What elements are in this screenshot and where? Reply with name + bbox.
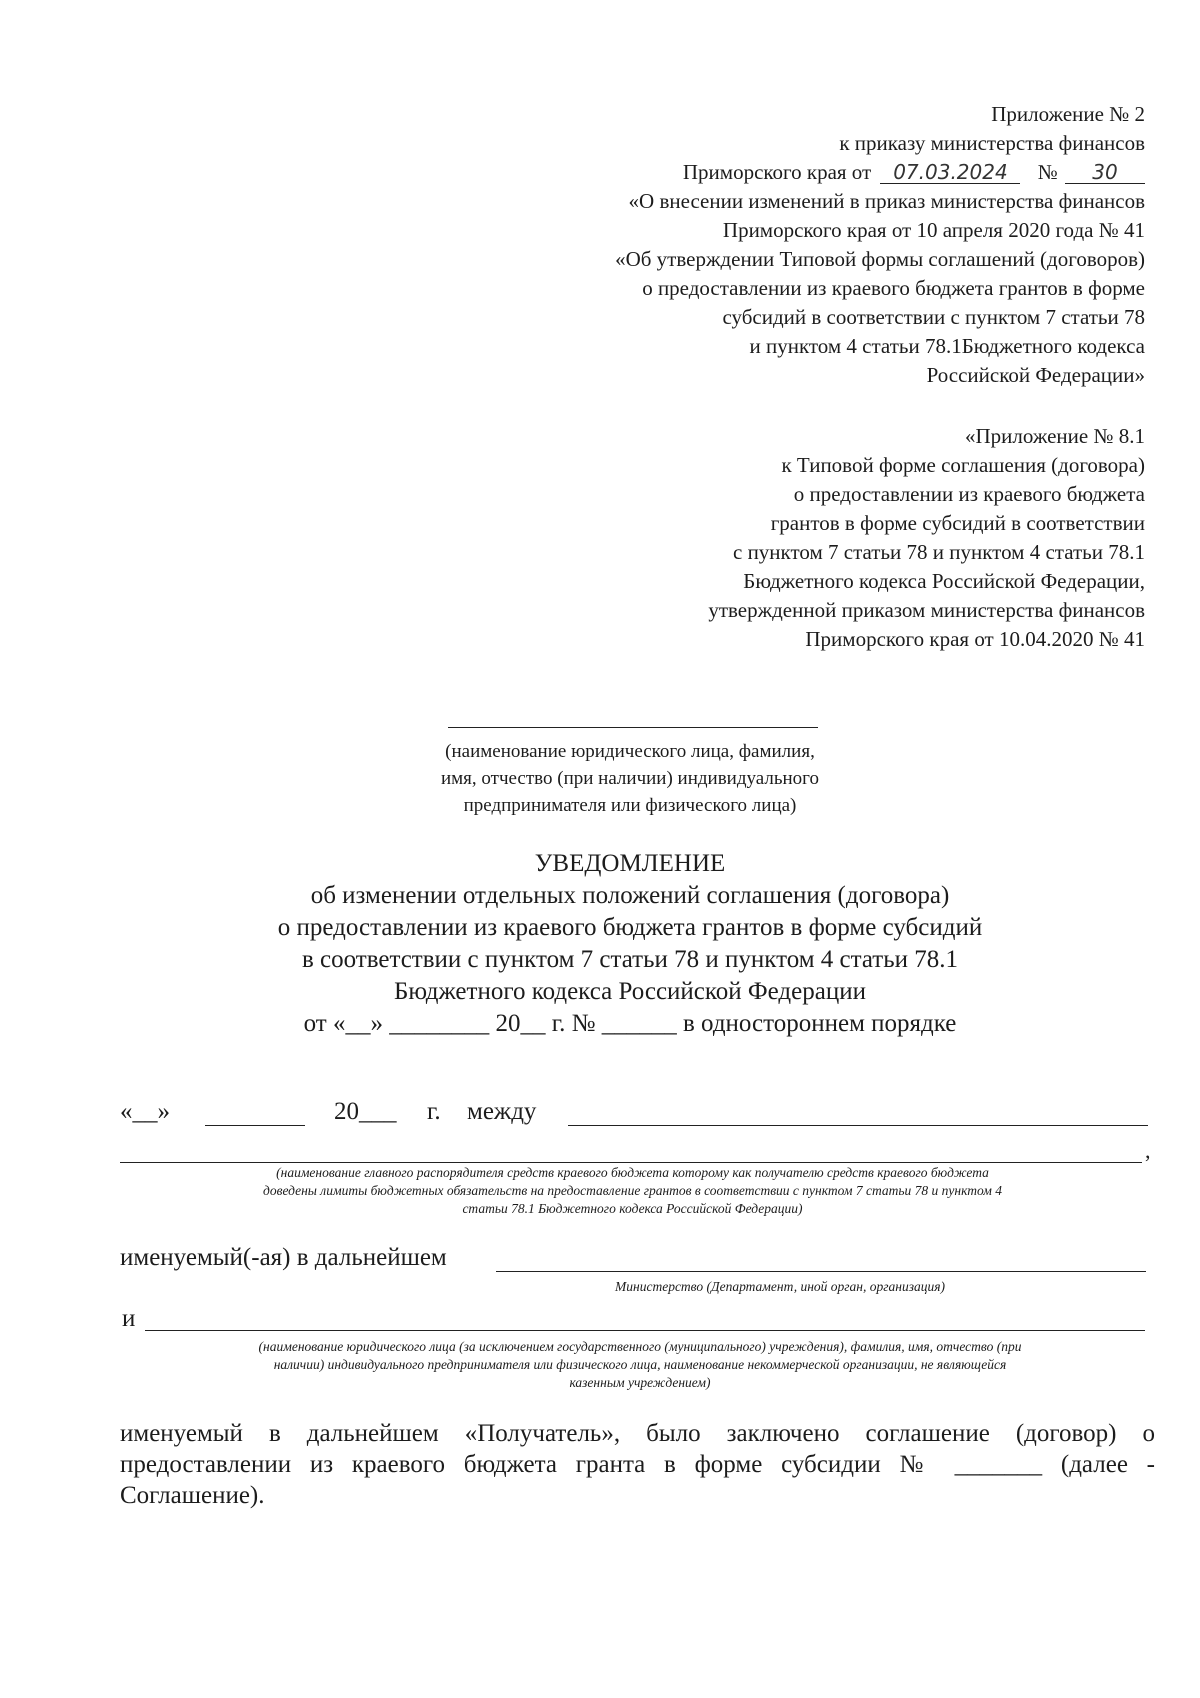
appendix-8-1-line-1: «Приложение № 8.1 [965,424,1145,448]
appendix-8-1-line-8: Приморского края от 10.04.2020 № 41 [805,627,1145,651]
recipient-blank [145,1330,1145,1331]
recipient-caption-line-2: имя, отчество (при наличии) индивидуального [440,768,820,789]
notice-title-line-5: от «__» ________ 20__ г. № ______ в одностороннем порядке [303,1010,957,1037]
ministry-caption-line-3: статьи 78.1 Бюджетного кодекса Российской Федерации) [462,1201,803,1216]
date-year: 20___ [334,1098,397,1125]
appendix-2-line-3-prefix: Приморского края от [682,160,872,184]
appendix-8-1-line-4: грантов в форме субсидий в соответствии [770,511,1145,535]
appendix-2-header [615,100,1145,390]
paragraph-line-1: именуемый в дальнейшем «Получатель», было заключено соглашение (договор) о [120,1420,1155,1447]
appendix-2-line-4: «О внесении изменений в приказ министерства финансов [628,189,1145,213]
recipient-org-caption-line-2: наличии) индивидуального предпринимателя или физического лица, наименование некоммерческой организации, не являющейся [273,1357,1007,1372]
recipient-name-blank [448,727,818,728]
appendix-2-line-7: о предоставлении из краевого бюджета грантов в форме [642,276,1145,300]
date-quote: «__» [120,1098,170,1125]
paragraph-line-2: предоставлении из краевого бюджета гранта в форме субсидии № _______ (далее - [120,1451,1155,1478]
recipient-org-caption-line-3: казенным учреждением) [569,1375,711,1390]
notice-title-line-3: в соответствии с пунктом 7 статьи 78 и пунктом 4 статьи 78.1 [301,946,959,973]
ministry-name-blank-1 [568,1125,1148,1126]
notice-title-line-2: о предоставлении из краевого бюджета грантов в форме субсидий [277,914,983,941]
agreement-paragraph [120,1418,1155,1511]
ministry-caption-line-2: доведены лимиты бюджетных обязательств на предоставление грантов в соответствии с пунктом 7 статьи 78 и пунктом 4 [263,1183,1002,1198]
paragraph-line-3: Соглашение). [120,1482,265,1509]
notice-heading: УВЕДОМЛЕНИЕ [534,850,726,877]
appendix-8-1-line-3: о предоставлении из краевого бюджета [793,482,1145,506]
between-label: между [467,1098,537,1125]
appendix-2-line-6: «Об утверждении Типовой формы соглашений (договоров) [615,247,1145,271]
named-label: именуемый(-ая) в дальнейшем [120,1244,447,1271]
notice-title-line-4: Бюджетного кодекса Российской Федерации [394,978,866,1005]
month-blank [205,1125,305,1126]
recipient-caption-line-1: (наименование юридического лица, фамилия, [445,741,815,762]
recipient-org-caption-line-1: (наименование юридического лица (за исключением государственного (муниципального) учреждения), фамилия, имя, отчество (при [258,1339,1022,1354]
date-g: г. [427,1098,441,1125]
appendix-2-line-3 [615,158,1145,187]
handwritten-date: 07.03.2024 [880,161,1020,184]
date-line [120,1098,1150,1134]
handwritten-number: 30 [1065,161,1145,184]
named-caption: Министерство (Департамент, иной орган, организация) [615,1279,945,1294]
appendix-2-line-10: Российской Федерации» [926,363,1145,387]
appendix-2-line-9: и пунктом 4 статьи 78.1Бюджетного кодекса [749,334,1145,358]
appendix-8-1-line-7: утвержденной приказом министерства финансов [708,598,1145,622]
ministry-name-blank-2 [120,1162,1142,1163]
recipient-caption [340,738,920,819]
recipient-org-caption [110,1338,1170,1392]
ministry-caption-line-1: (наименование главного распорядителя средств краевого бюджета которому как получателю средств краевого бюджета [276,1165,989,1180]
appendix-2-line-2: к приказу министерства финансов [839,131,1145,155]
ministry-caption [110,1164,1155,1218]
appendix-8-1-line-6: Бюджетного кодекса Российской Федерации, [743,569,1145,593]
appendix-2-line-8: субсидий в соответствии с пунктом 7 статьи 78 [722,305,1145,329]
appendix-8-1-header [708,422,1145,654]
appendix-2-line-5: Приморского края от 10 апреля 2020 года № 41 [722,218,1145,242]
comma: , [1145,1138,1151,1163]
recipient-caption-line-3: предпринимателя или физического лица) [463,795,797,816]
appendix-2-line-1: Приложение № 2 [991,102,1145,126]
notice-title [0,848,1200,1040]
notice-title-line-1: об изменении отдельных положений соглашения (договора) [310,882,950,909]
number-sign: № [1037,160,1058,184]
named-blank [496,1271,1146,1272]
appendix-8-1-line-5: с пунктом 7 статьи 78 и пунктом 4 статьи 78.1 [733,540,1145,564]
and-label: и [122,1305,136,1332]
appendix-8-1-line-2: к Типовой форме соглашения (договора) [781,453,1145,477]
